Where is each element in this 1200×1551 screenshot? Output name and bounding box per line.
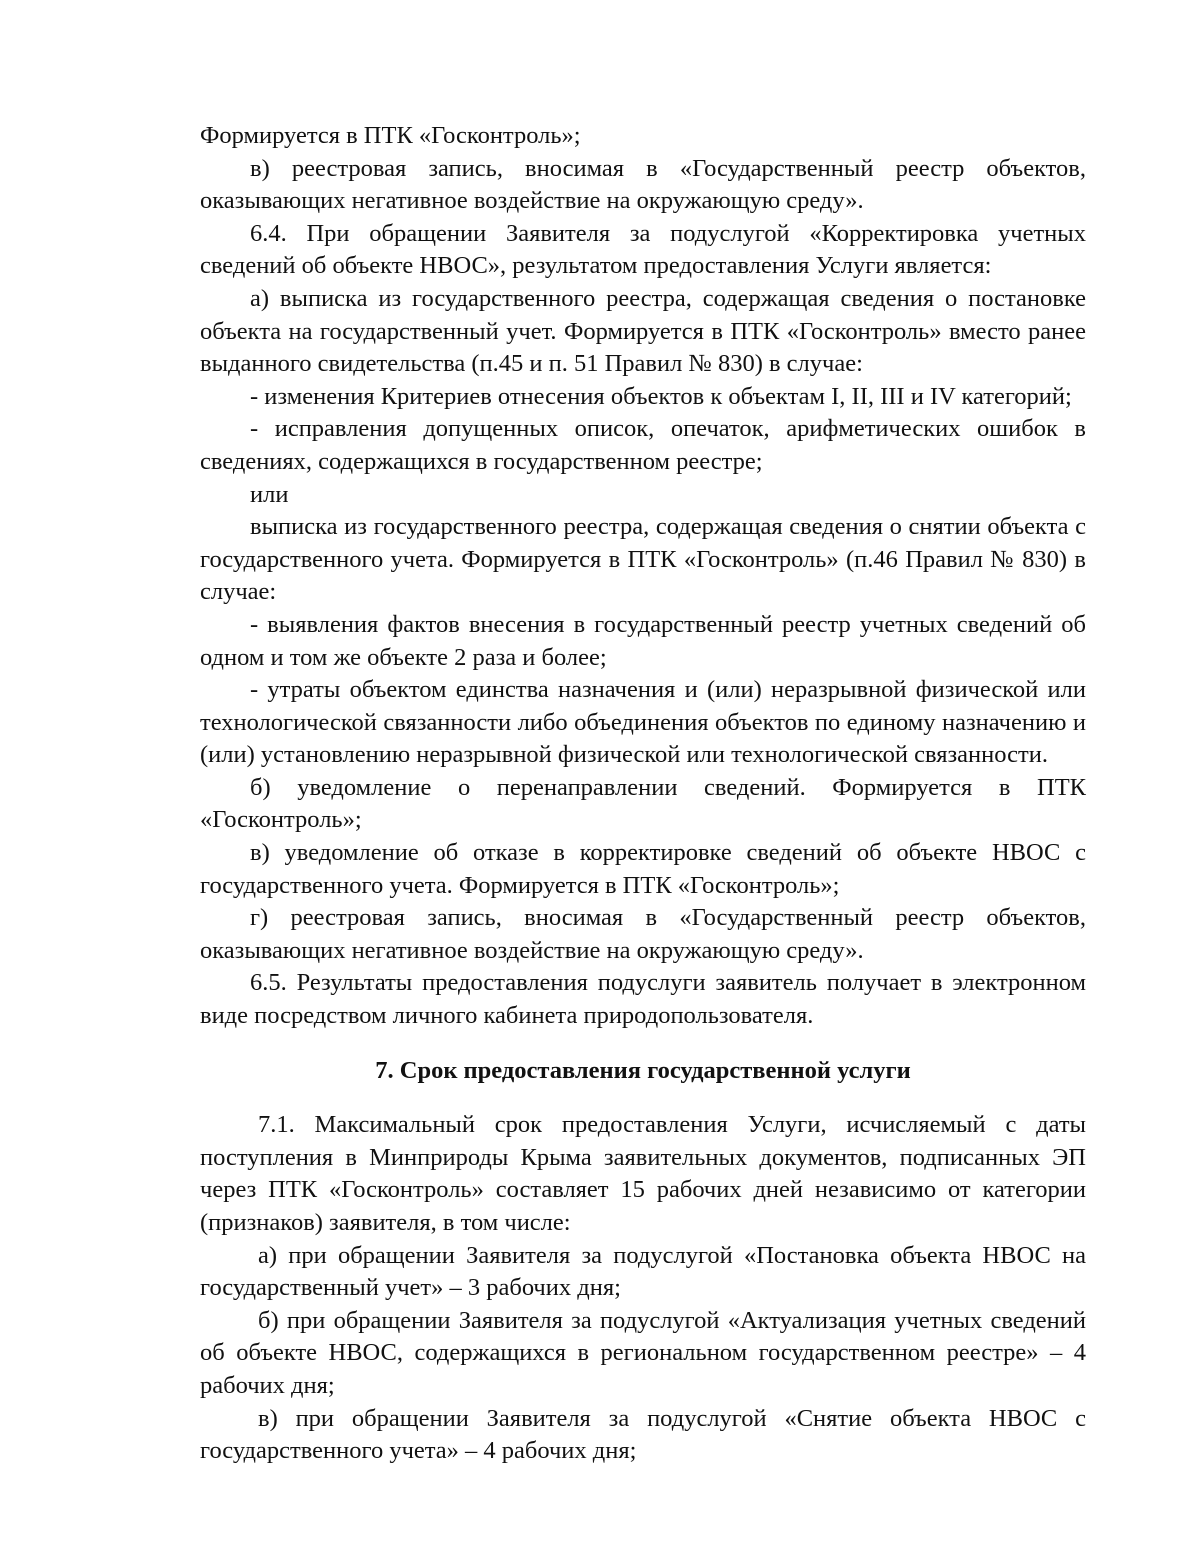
- paragraph: в) реестровая запись, вносимая в «Государственный реестр объектов, оказывающих негативное воздействие на окружающую среду».: [200, 154, 1086, 215]
- list-item: б) при обращении Заявителя за подуслугой «Актуализация учетных сведений об объекте НВОС, содержащихся в региональном государственном реестре» – 4 рабочих дня;: [200, 1306, 1086, 1399]
- document-page: [200, 120, 1086, 1468]
- paragraph: 6.4. При обращении Заявителя за подуслугой «Корректировка учетных сведений об объекте НВОС», результатом предоставления Услуги является:: [200, 219, 1086, 280]
- paragraph: Формируется в ПТК «Госконтроль»;: [200, 122, 581, 149]
- list-item: - утраты объектом единства назначения и (или) неразрывной физической или технологической связанности либо объединения объектов по единому назначению и (или) установлению неразрывной физической или технологической связанности.: [200, 676, 1086, 769]
- list-item: - выявления фактов внесения в государственный реестр учетных сведений об одном и том же объекте 2 раза и более;: [200, 610, 1086, 671]
- paragraph: выписка из государственного реестра, содержащая сведения о снятии объекта с государственного учета. Формируется в ПТК «Госконтроль» (п.46 Правил № 830) в случае:: [200, 513, 1086, 606]
- paragraph: или: [250, 480, 289, 508]
- paragraph: г) реестровая запись, вносимая в «Государственный реестр объектов, оказывающих негативное воздействие на окружающую среду».: [200, 904, 1086, 964]
- paragraph: 7.1. Максимальный срок предоставления Услуги, исчисляемый с даты поступления в Минприроды Крыма заявительных документов, подписанных ЭП через ПТК «Госконтроль» составляет 15 рабочих дней независимо от категории (признаков) заявителя, в том числе:: [200, 1111, 1086, 1236]
- list-item: - изменения Критериев отнесения объектов к объектам I, II, III и IV категорий;: [250, 382, 1072, 410]
- paragraph: а) выписка из государственного реестра, содержащая сведения о постановке объекта на государственный учет. Формируется в ПТК «Госконтроль» вместо ранее выданного свидетельства (п.45 и п. 51 Правил № 830) в случае:: [200, 284, 1086, 378]
- paragraph: 6.5. Результаты предоставления подуслуги заявитель получает в электронном виде посредством личного кабинета природопользователя.: [200, 969, 1086, 1030]
- list-item: а) при обращении Заявителя за подуслугой «Постановка объекта НВОС на государственный учет» – 3 рабочих дня;: [200, 1241, 1086, 1302]
- paragraph: в) уведомление об отказе в корректировке сведений об объекте НВОС с государственного учета. Формируется в ПТК «Госконтроль»;: [200, 839, 1086, 899]
- list-item: - исправления допущенных описок, опечаток, арифметических ошибок в сведениях, содержащихся в государственном реестре;: [200, 415, 1086, 475]
- list-item: в) при обращении Заявителя за подуслугой «Снятие объекта НВОС с государственного учета» – 4 рабочих дня;: [200, 1404, 1086, 1465]
- section-heading: 7. Срок предоставления государственной услуги: [375, 1056, 911, 1084]
- paragraph: б) уведомление о перенаправлении сведений. Формируется в ПТК «Госконтроль»;: [200, 773, 1086, 834]
